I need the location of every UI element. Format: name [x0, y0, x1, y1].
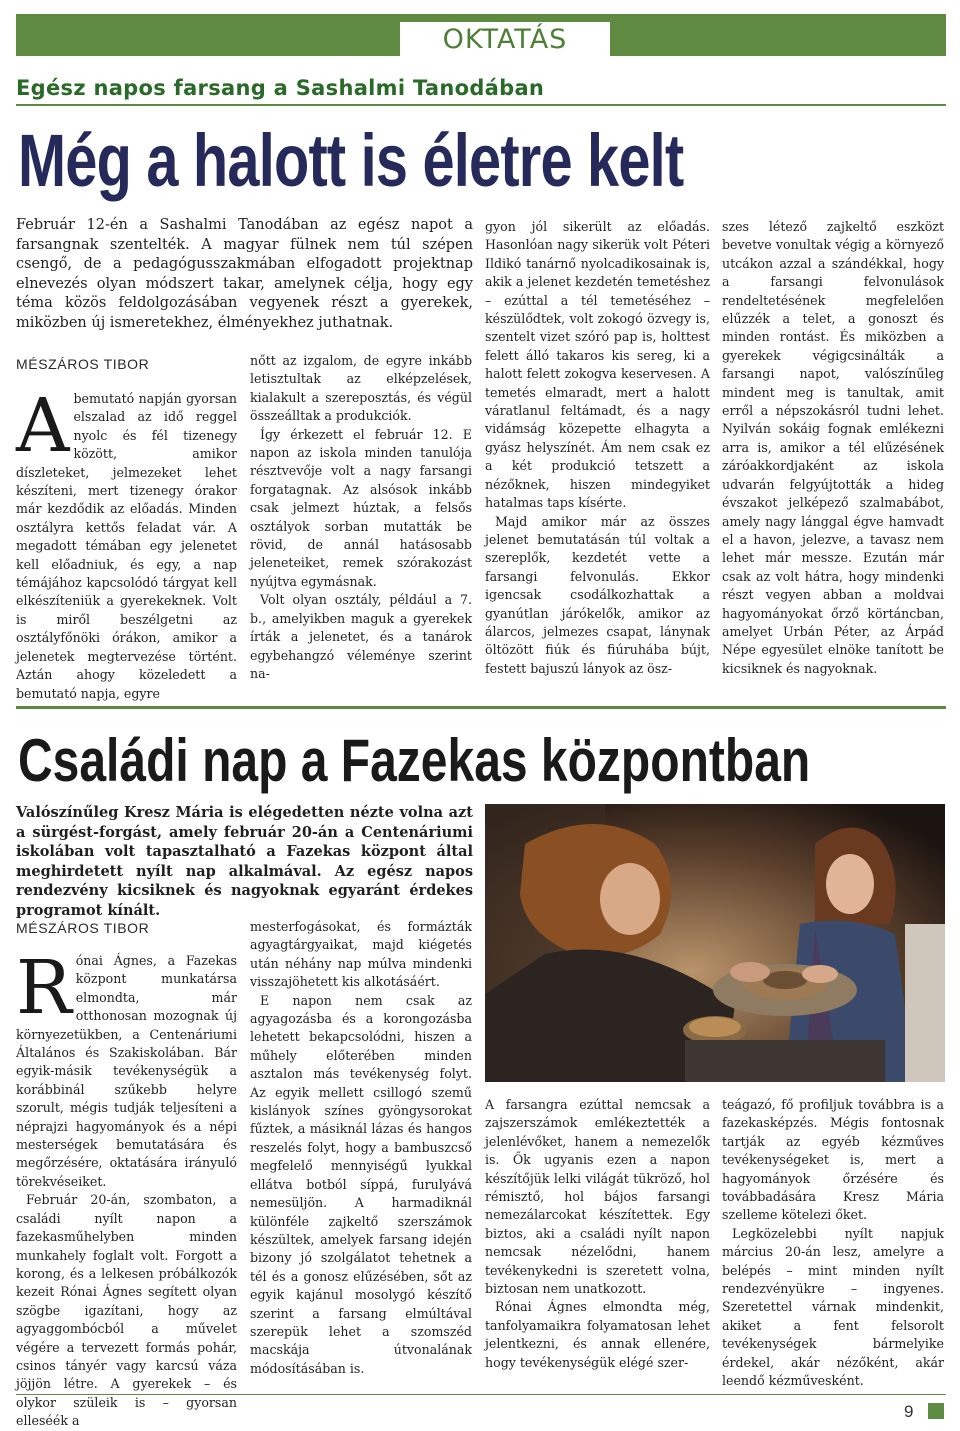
paragraph: Majd amikor már az összes jelenet bemutatásán túl voltak a szereplők, kezdetét vette a farsangi felvonulás. Ekkor igencsak csodálkozhattak a gyanútlan járókelők, amikor az álarcos, jelmezes csapat, lánynak öltözött fiúk és fiúruhába bújt, festett bajuszú lányok az ösz- — [485, 513, 710, 676]
article1-headline: Még a halott is életre kelt — [18, 119, 684, 202]
article-divider — [16, 706, 946, 709]
paragraph: E napon nem csak az agyagozásba és a korongozásba lehetett bekapcsolódni, hiszen a műhely előterében minden asztalon más tevékenység folyt. Az egyik mellett csillogó szemű kislányok színes gyöngysorokat fűztek, a másiknál lázas és hangos reszelés folyt, hogy a bambuszcső megfelelő mennyiségű lyukkal ellátva botból síppá, furulyává nemesüljön. A harmadiknál különféle zajkeltő szerszámok készültek, amelyek farsang idején bizony jó szolgálatot tehetnek a tél és a gonosz elűzésében, sőt az egyik kajánul mosolygó készítő szerint a farsang elmúltával szerepük lehet a szomszéd macskája útvonalának módosításában is. — [250, 992, 472, 1376]
paragraph: Rónai Ágnes elmondta még, tanfolyamaikra folyamatosan lehet jelentkezni, és annak ellenére, hogy tevékenységük elégé szer- — [485, 1299, 710, 1370]
paragraph: gyon jól sikerült az előadás. Hasonlóan nagy sikerük volt Péteri Ildikó tanárnő nyolcadikosainak is, akik a jelenet kezdetén temetéshez – ezúttal a tél temetéséhez – készülődtek, volt zokogó özvegy is, szentelt vizet szóró pap is, holttest felett álló takaros kis sereg, ki a halott felett zokogva keservesen. A temetés elmaradt, mert a halott váratlanul feltámadt, és a nagy vidámság közepette elhagyta a gyász helyszínét. Ám nem csak ez a két produkció tetszett a nézőknek, hiszen mindegyiket hatalmas taps kísérte. — [485, 219, 710, 511]
footer-rule — [16, 1394, 946, 1395]
page-marker-square — [928, 1403, 944, 1419]
article2-col1-text: ónai Ágnes, a Fazekas központ munkatársa elmondta, már otthonosan mozognak új környezetükben, a Centenáriumi Általános és Szakiskolában. Bár egyik-másik tevékenységük a korábbinál szűkebb helyre szorult, mégis tudják teljesíteni a néprajzi hagyományok és a népi mesterségek bemutatására és megőrzésére, oktatására irányuló törekvéseiket. — [16, 953, 237, 1189]
article1-lead: Február 12-én a Sashalmi Tanodában az egész napot a farsangnak szentelték. A magyar fülnek nem túl szépen csengő, de a pedagógusszakmában elfogadott projektnap elnevezés olyan módszert takar, amelynek célja, hogy egy téma közös feldolgozásában vegyenek részt a gyerekek, miközben új ismeretekhez, élményekhez juthatnak. — [16, 217, 473, 331]
article2-dropcap: R — [16, 945, 72, 1031]
article2-byline: MÉSZÁROS TIBOR — [16, 920, 150, 936]
article2-column-2 — [250, 918, 472, 1384]
article2-lead: Valószínűleg Kresz Mária is elégedetten nézte volna azt a sürgést-forgást, amely február 20-án a Centenáriumi iskolában volt tapasztalható a Fazekas központ által meghirdetett nyílt nap alkalmával. Az egész napos rendezvény kicsiknek és nagyoknak egyaránt érdekes programot kínált. — [16, 804, 473, 919]
article2-column-4 — [722, 1096, 944, 1389]
paragraph: szes létező zajkeltő eszközt bevetve vonultak végig a környező utcákon azzal a szándékkal, hogy a farsangi felvonulások rendeltetésének megfelelően elűzzék a telet, a gonoszt és minden rontást. És miközben a gyerekek végigcsinálták a farsangi napot, valószínűleg mindent meg is tanultak, amit erről a népszokásról tudni lehet. Nyilván sokáig fognak emlékezni arra is, amikor a tél elűzésének záróakkordjaként az iskola udvarán felgyújtották a hideg évszakot jelképező szalmabábot, amely nagy lánggal égve hamvadt el a havon, jelezve, a tavasz nem lehet már messze. Ezután már csak az volt hátra, hogy mindenki részt vegyen abban a moldvai hagyományokat őrző körtáncban, amelyet Urbán Péter, az Árpád Népe egyesület elnöke tanított be kicsiknek és nagyoknak. — [722, 219, 944, 676]
pottery-photo — [485, 804, 945, 1082]
article1-byline: MÉSZÁROS TIBOR — [16, 356, 150, 372]
article1-column-4 — [722, 218, 944, 694]
article2-column-1 — [16, 945, 237, 1429]
paragraph: teágazó, fő profiljuk továbbra is a fazekasképzés. Mégis fontosnak tartják az egyéb kézműves tevékenységeket is, mert a hagyományok őrzésére és továbbadására Kresz Mária szelleme kötelezi őket. — [722, 1097, 944, 1223]
article1-kicker: Egész napos farsang a Sashalmi Tanodában — [16, 76, 545, 100]
paragraph: Február 20-án, szombaton, a családi nyílt napon a fazekasműhelyben minden munkahely foglalt volt. Forgott a korong, és a lelkesen próbálkozók kezeit Rónai Ágnes segített olyan szögbe igazítani, hogy az agyaggombócból a művelet végére a tervezett formás pohár, csinos tányér vagy karcsú váza jöjjön létre. A gyerekek – és olykor szüleik is – gyorsan elleséék a — [16, 1192, 237, 1429]
article1-column-2 — [250, 352, 472, 690]
paragraph: A farsangra ezúttal nemcsak a zajszerszámok emlékeztették a jelenlévőket, hanem a nemezelők is. Ők ugyanis ezen a napon készítőjük lelki világát tükröző, hol rémisztő, hol bájos farsangi nemezálarcokat készítettek. Egy biztos, aki a családi nyílt napon nemcsak nézelődni, hanem tevékenykedni is szeretett volna, biztosan nem unatkozott. — [485, 1097, 710, 1297]
article1-dropcap: A — [16, 383, 70, 469]
paragraph: mesterfogásokat, és formázták agyagtárgyaikat, majd kiégetés után néhány nap múlva mindenki visszajöhetett kis alkotásáért. — [250, 919, 472, 990]
article1-column-3 — [485, 218, 710, 694]
article2-column-3 — [485, 1096, 710, 1386]
paragraph: Volt olyan osztály, például a 7. b., amelyikben maguk a gyerekek írták a jelenetet, és a tanárok egybehangzó véleménye szerint na- — [250, 592, 472, 681]
article1-column-1 — [16, 383, 237, 701]
corner-square — [924, 14, 946, 36]
article2-headline: Családi nap a Fazekas központban — [18, 727, 811, 794]
paragraph: Legközelebbi nyílt napjuk március 20-án lesz, amelyre a belépés – mint minden nyílt rendezvényükre – ingyenes. Szeretettel várnak mindenkit, akiket a fent felsorolt tevékenységek bármelyike érdekel, akár nézőként, akár leendő kézművesként. — [722, 1225, 944, 1389]
page-number: 9 — [904, 1402, 914, 1421]
article1-col1-text: bemutató napján gyorsan elszalad az idő reggel nyolc és fél tizenegy között, amikor díszleteket, jelmezeket lehet készíteni, mert tizenegy órakor már kezdődik az előadás. Minden osztályra kettős feladat vár. A megadott témában egy jelenetet kell előadniuk, és egy, a nap témájához kapcsolódó tárgyat kell elkészíteniük a gyerekeknek. Volt is miről beszélgetni az osztályfőnöki órákon, amikor a jelenetek megtervezése történt. Aztán ahogy közeledett a bemutató napja, egyre — [16, 391, 237, 701]
kicker-rule — [16, 104, 946, 106]
paragraph: nőtt az izgalom, de egyre inkább letisztultak az elképzelések, kialakult a szereposztás, és végül összeálltak a produkciók. — [250, 353, 472, 424]
section-label: OKTATÁS — [400, 22, 610, 58]
paragraph: Így érkezett el február 12. E napon az iskola minden tanulója résztvevője volt a nagy farsangi forgatagnak. Az alsósok inkább csak jelmezt húztak, a felsős osztályok sorban mutatták be rövid, de annál hatásosabb jeleneteiket, remek szórakozást nyújtva egymásnak. — [250, 426, 472, 589]
